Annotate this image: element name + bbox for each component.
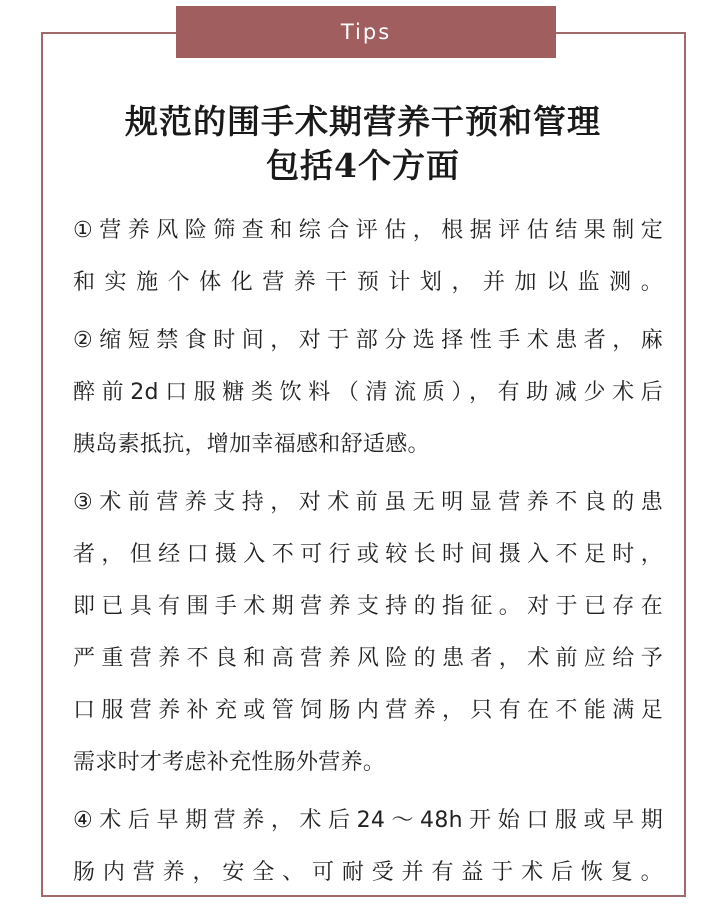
tip-item-4-line-2: 肠内营养，安全、可耐受并有益于术后恢复。 xyxy=(73,860,663,885)
tip-item-1-line-1: ①营养风险筛查和综合评估，根据评估结果制定 xyxy=(73,218,663,243)
tips-body xyxy=(73,205,663,899)
tip-item-3-line-1: ③术前营养支持，对术前虽无明显营养不良的患 xyxy=(73,490,663,515)
page-title xyxy=(60,100,666,188)
tip-item-3-line-5: 口服营养补充或管饲肠内营养，只有在不能满足 xyxy=(73,698,663,723)
tip-item-3-line-6: 需求时才考虑补充性肠外营养。 xyxy=(73,750,386,775)
tip-item-1 xyxy=(73,205,663,309)
title-line-2: 包括4个方面 xyxy=(266,146,460,185)
tip-item-3-line-2: 者，但经口摄入不可行或较长时间摄入不足时， xyxy=(73,542,663,567)
tip-item-4-line-1: ④术后早期营养，术后24～48h开始口服或早期 xyxy=(73,808,663,833)
tips-tag xyxy=(176,6,556,58)
tip-item-3-line-4: 严重营养不良和高营养风险的患者，术前应给予 xyxy=(73,646,663,671)
tip-item-2-line-2: 醉前2d口服糖类饮料（清流质），有助减少术后 xyxy=(73,380,663,405)
tip-item-2-line-1: ②缩短禁食时间，对于部分选择性手术患者，麻 xyxy=(73,328,663,353)
tip-item-3 xyxy=(73,477,663,789)
tip-item-2 xyxy=(73,315,663,471)
tip-item-4 xyxy=(73,795,663,899)
tip-item-3-line-3: 即已具有围手术期营养支持的指征。对于已存在 xyxy=(73,594,663,619)
title-line-1: 规范的围手术期营养干预和管理 xyxy=(125,102,601,141)
tip-item-1-line-2: 和实施个体化营养干预计划，并加以监测。 xyxy=(73,270,663,295)
tips-tag-label: Tips xyxy=(340,20,392,44)
tip-item-2-line-3: 胰岛素抵抗，增加幸福感和舒适感。 xyxy=(73,432,430,457)
